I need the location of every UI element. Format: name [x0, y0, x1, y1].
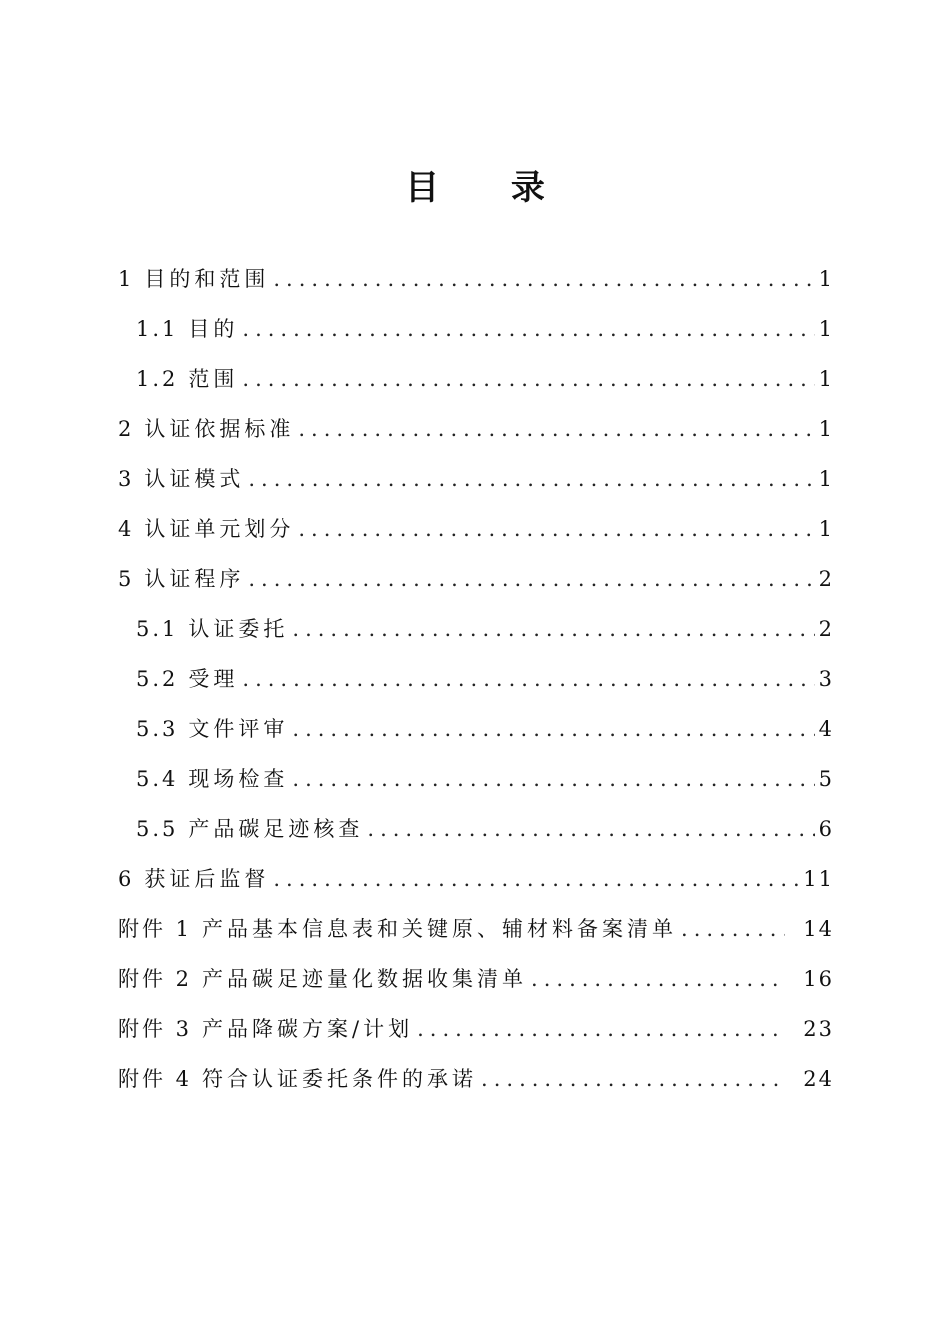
toc-entry-page: 2: [818, 567, 834, 591]
toc-entry[interactable]: [118, 754, 832, 804]
toc-entry-title: 产品碳足迹核查: [188, 817, 364, 841]
dot-leader: [298, 404, 814, 454]
toc-entry-page: 1: [818, 267, 834, 291]
toc-entry-number: 5.2: [136, 667, 179, 691]
toc-entry[interactable]: [118, 504, 832, 554]
toc-entry[interactable]: [118, 304, 832, 354]
toc-entry-number: 附件 4: [118, 1067, 193, 1091]
dot-leader: [481, 1054, 785, 1104]
toc-entry-page: 1: [818, 467, 834, 491]
toc-entry[interactable]: [118, 1004, 832, 1054]
toc-entry-page: 3: [818, 667, 834, 691]
toc-entry-page: 14: [803, 917, 834, 941]
toc-entry[interactable]: [118, 904, 832, 954]
toc-entry[interactable]: [118, 604, 832, 654]
dot-leader: [681, 904, 785, 954]
dot-leader: [248, 554, 814, 604]
toc-entry[interactable]: [118, 554, 832, 604]
toc-entry-title: 范围: [188, 367, 239, 391]
toc-entry[interactable]: [118, 454, 832, 504]
dot-leader: [242, 354, 814, 404]
toc-entry[interactable]: [118, 354, 832, 404]
toc-entry-number: 4: [118, 517, 135, 541]
toc-entry-page: 23: [803, 1017, 834, 1041]
page-title: 目 录: [405, 168, 575, 208]
toc-entry[interactable]: [118, 404, 832, 454]
toc-entry[interactable]: [118, 654, 832, 704]
toc-entry-page: 16: [803, 967, 834, 991]
toc-entry-title: 认证委托: [188, 617, 289, 641]
toc-entry-number: 附件 1: [118, 917, 193, 941]
toc-entry-page: 6: [818, 817, 834, 841]
toc-entry-page: 1: [818, 417, 834, 441]
toc-entry-number: 1.2: [136, 367, 179, 391]
toc-entry-page: 11: [803, 867, 834, 891]
dot-leader: [531, 954, 785, 1004]
dot-leader: [242, 654, 814, 704]
toc-entry-number: 5.4: [136, 767, 179, 791]
table-of-contents: [118, 254, 832, 1104]
toc-entry-title: 文件评审: [188, 717, 289, 741]
toc-entry-page: 1: [818, 317, 834, 341]
toc-entry-number: 3: [118, 467, 135, 491]
toc-entry-title: 受理: [188, 667, 239, 691]
toc-entry-page: 2: [818, 617, 834, 641]
toc-entry-number: 5.1: [136, 617, 179, 641]
dot-leader: [292, 754, 814, 804]
dot-leader: [292, 704, 814, 754]
toc-entry-title: 产品碳足迹量化数据收集清单: [202, 967, 528, 991]
toc-entry-number: 2: [118, 417, 135, 441]
toc-entry-title: 认证单元划分: [144, 517, 295, 541]
dot-leader: [292, 604, 814, 654]
toc-entry-page: 5: [818, 767, 834, 791]
dot-leader: [273, 254, 814, 304]
toc-entry-title: 产品基本信息表和关键原、辅材料备案清单: [202, 917, 678, 941]
dot-leader: [298, 504, 814, 554]
dot-leader: [417, 1004, 785, 1054]
dot-leader: [367, 804, 814, 854]
toc-entry-number: 附件 2: [118, 967, 193, 991]
toc-entry-title: 获证后监督: [144, 867, 270, 891]
toc-entry-number: 附件 3: [118, 1017, 193, 1041]
toc-entry-title: 符合认证委托条件的承诺: [202, 1067, 478, 1091]
toc-entry-number: 5.5: [136, 817, 179, 841]
toc-entry-title: 目的和范围: [144, 267, 270, 291]
toc-entry-title: 认证程序: [144, 567, 245, 591]
toc-entry-page: 4: [818, 717, 834, 741]
toc-entry-number: 6: [118, 867, 135, 891]
toc-entry-number: 5: [118, 567, 135, 591]
toc-entry[interactable]: [118, 854, 832, 904]
toc-entry-title: 产品降碳方案/计划: [202, 1017, 414, 1041]
toc-entry-number: 1.1: [136, 317, 179, 341]
dot-leader: [273, 854, 799, 904]
toc-entry-title: 认证依据标准: [144, 417, 295, 441]
toc-entry-number: 5.3: [136, 717, 179, 741]
toc-entry[interactable]: [118, 704, 832, 754]
toc-entry-title: 目的: [188, 317, 239, 341]
toc-entry[interactable]: [118, 804, 832, 854]
toc-entry[interactable]: [118, 254, 832, 304]
toc-entry-title: 认证模式: [144, 467, 245, 491]
dot-leader: [242, 304, 814, 354]
toc-entry-number: 1: [118, 267, 135, 291]
toc-entry[interactable]: [118, 1054, 832, 1104]
toc-entry[interactable]: [118, 954, 832, 1004]
toc-entry-page: 24: [803, 1067, 834, 1091]
dot-leader: [248, 454, 814, 504]
toc-entry-title: 现场检查: [188, 767, 289, 791]
toc-entry-page: 1: [818, 517, 834, 541]
toc-entry-page: 1: [818, 367, 834, 391]
